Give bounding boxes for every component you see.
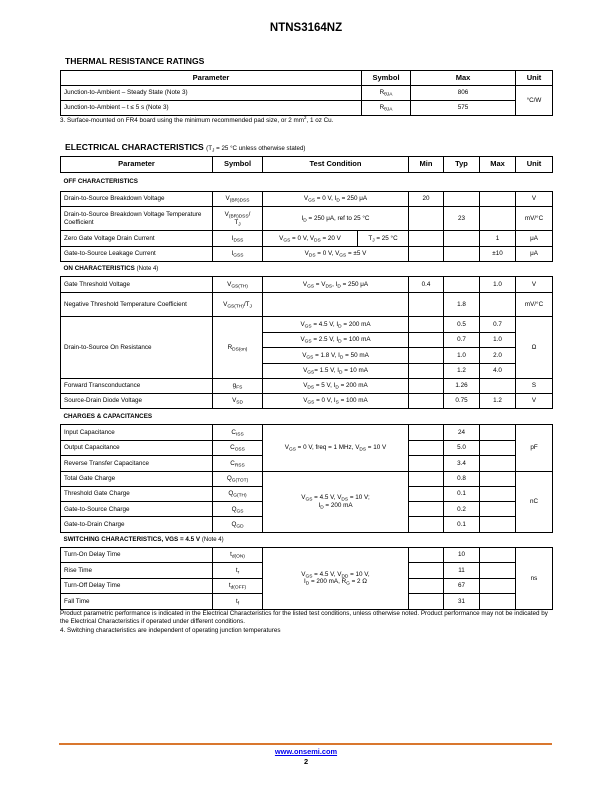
param-cell: Turn-On Delay Time (61, 547, 213, 563)
switching-characteristics-label: SWITCHING CHARACTERISTICS, VGS = 4.5 V (Note 4) (61, 532, 553, 547)
condition-cell (263, 293, 409, 317)
page-title: NTNS3164NZ (269, 22, 343, 34)
param-cell: Turn-Off Delay Time (61, 578, 213, 594)
condition-cell: $V_{GS} = 0$ V, $V_{DS} = 20$ V (263, 231, 358, 247)
param-cell: Gate Threshold Voltage (61, 277, 213, 293)
symbol-cell: $C_{ISS}$ (213, 425, 263, 441)
symbol-cell: $R_{\theta JA}$ (362, 101, 411, 116)
max-cell: 0.7 (480, 317, 516, 333)
min-cell (409, 594, 444, 610)
symbol-cell: $V_{(BR)DSS}/$ $T_J$ (213, 207, 263, 231)
table-row (61, 101, 553, 116)
symbol-cell: $I_{DSS}$ (213, 231, 263, 247)
min-cell (409, 502, 444, 517)
min-cell (409, 332, 444, 348)
condition-cell: $V_{GS} = 4.5$ V, $V_{DS} = 10$ V; $I_D = 200$ mA (263, 471, 409, 532)
param-cell: Drain-to-Source On Resistance (61, 317, 213, 379)
condition-cell: $V_{DS} = 0$ V, $V_{GS} = \pm 5$ V (263, 247, 409, 262)
symbol-cell: $Q_{G(TOT)}$ (213, 471, 263, 486)
col-test-condition: Test Condition (263, 157, 409, 173)
min-cell (409, 379, 444, 394)
col-unit: Unit (516, 157, 553, 173)
min-cell (409, 440, 444, 456)
typ-cell: 0.7 (444, 332, 480, 348)
max-cell: 1 (480, 231, 516, 247)
symbol-cell: $V_{SD}$ (213, 394, 263, 409)
condition-cell: $V_{GS} = 1.8$ V, $I_D = 50$ mA (263, 348, 409, 364)
disclaimer-text: Product parametric performance is indicated in the Electrical Characteristics for the listed test conditions, unless otherwise noted. Product performance may not be indicated by the Electrical Characteristics if operated under different conditions. (60, 610, 548, 626)
max-cell (480, 563, 516, 579)
condition-cell: $V_{GS} = 0$ V, freq = 1 MHz, $V_{DS} = 10$ V (263, 425, 409, 472)
max-cell (480, 547, 516, 563)
unit-cell: ns (516, 547, 553, 609)
typ-cell: 1.26 (444, 379, 480, 394)
min-cell: 20 (409, 192, 444, 207)
min-cell (409, 207, 444, 231)
table-row (61, 231, 553, 247)
typ-cell: 0.2 (444, 502, 480, 517)
symbol-cell: $Q_{GS}$ (213, 502, 263, 517)
min-cell (409, 563, 444, 579)
condition-cell: $V_{GS} = 0$ V, $I_D = 250$ μA (263, 192, 409, 207)
param-cell: Output Capacitance (61, 440, 213, 456)
charges-capacitances-label: CHARGES & CAPACITANCES (61, 409, 553, 425)
table-row (61, 379, 553, 394)
min-cell (409, 293, 444, 317)
typ-cell: 67 (444, 578, 480, 594)
max-cell (480, 517, 516, 532)
min-cell (409, 578, 444, 594)
symbol-cell: $V_{GS(TH)}/T_J$ (213, 293, 263, 317)
max-cell: 575 (411, 101, 516, 116)
condition-cell: $V_{GS} = 4.5$ V, $V_{DD} = 10$ V, $I_D = 200$ mA, $R_G = 2$ Ω (263, 547, 409, 609)
param-cell: Gate-to-Source Leakage Current (61, 247, 213, 262)
unit-cell: V (516, 277, 553, 293)
typ-cell: 0.8 (444, 471, 480, 486)
note-4: 4. Switching characteristics are independent of operating junction temperatures (60, 627, 281, 634)
typ-cell: 0.1 (444, 517, 480, 532)
param-cell: Rise Time (61, 563, 213, 579)
unit-cell: V (516, 394, 553, 409)
condition-cell: $V_{GS} = V_{DS}$, $I_D = 250$ μA (263, 277, 409, 293)
min-cell (409, 363, 444, 379)
col-unit: Unit (516, 71, 553, 86)
max-cell: 806 (411, 86, 516, 101)
condition-cell: $V_{GS}= 1.5$ V, $I_D = 10$ mA (263, 363, 409, 379)
max-cell: 1.0 (480, 277, 516, 293)
min-cell (409, 547, 444, 563)
max-cell: 1.2 (480, 394, 516, 409)
max-cell (480, 594, 516, 610)
symbol-cell: $C_{OSS}$ (213, 440, 263, 456)
param-cell: Forward Transconductance (61, 379, 213, 394)
page-number: 2 (303, 757, 309, 766)
condition-cell: $V_{GS} = 0$ V, $I_S = 100$ mA (263, 394, 409, 409)
symbol-cell: $t_{d(ON)}$ (213, 547, 263, 563)
param-cell: Drain-to-Source Breakdown Voltage (61, 192, 213, 207)
symbol-cell: $V_{GS(TH)}$ (213, 277, 263, 293)
unit-cell: pF (516, 425, 553, 472)
unit-cell: mV/°C (516, 207, 553, 231)
max-cell: 4.0 (480, 363, 516, 379)
unit-cell: °C/W (516, 86, 553, 116)
max-cell (480, 502, 516, 517)
max-cell (480, 440, 516, 456)
electrical-table (60, 156, 553, 610)
min-cell (409, 517, 444, 532)
table-row (61, 293, 553, 317)
table-row (61, 192, 553, 207)
symbol-cell: $g_{FS}$ (213, 379, 263, 394)
table-row (61, 207, 553, 231)
max-cell (480, 379, 516, 394)
condition-cell: $V_{DS} = 5$ V, $I_D = 200$ mA (263, 379, 409, 394)
max-cell: ±10 (480, 247, 516, 262)
param-cell: Zero Gate Voltage Drain Current (61, 231, 213, 247)
typ-cell: 0.1 (444, 486, 480, 501)
col-max: Max (411, 71, 516, 86)
param-cell: Negative Threshold Temperature Coefficient (61, 293, 213, 317)
symbol-cell: $R_{DS(on)}$ (213, 317, 263, 379)
max-cell (480, 425, 516, 441)
max-cell (480, 471, 516, 486)
param-cell: Gate-to-Source Charge (61, 502, 213, 517)
unit-cell: μA (516, 247, 553, 262)
param-cell: Input Capacitance (61, 425, 213, 441)
max-cell: 1.0 (480, 332, 516, 348)
symbol-cell: $t_f$ (213, 594, 263, 610)
electrical-section-title: ELECTRICAL CHARACTERISTICS ($T_J = 25$ °C unless otherwise stated) (65, 142, 306, 154)
symbol-cell: $t_{d(OFF)}$ (213, 578, 263, 594)
min-cell (409, 247, 444, 262)
max-cell: 2.0 (480, 348, 516, 364)
typ-cell: 10 (444, 547, 480, 563)
min-cell: 0.4 (409, 277, 444, 293)
param-cell: Junction-to-Ambient – Steady State (Note 3) (61, 86, 362, 101)
thermal-section-title: THERMAL RESISTANCE RATINGS (65, 56, 205, 66)
typ-cell: 3.4 (444, 456, 480, 472)
typ-cell (444, 192, 480, 207)
typ-cell: 1.0 (444, 348, 480, 364)
table-row (61, 425, 553, 441)
website-link[interactable]: www.onsemi.com (274, 747, 338, 756)
min-cell (409, 425, 444, 441)
param-cell: Fall Time (61, 594, 213, 610)
col-typ: Typ (444, 157, 480, 173)
param-cell: Drain-to-Source Breakdown Voltage Temperature Coefficient (61, 207, 213, 231)
table-row (61, 317, 553, 333)
typ-cell: 1.8 (444, 293, 480, 317)
symbol-cell: $C_{RSS}$ (213, 456, 263, 472)
thermal-table (60, 70, 553, 116)
table-row (61, 394, 553, 409)
table-row (61, 247, 553, 262)
symbol-cell: $V_{(BR)DSS}$ (213, 192, 263, 207)
min-cell (409, 348, 444, 364)
note-3: 3. Surface-mounted on FR4 board using the minimum recommended pad size, or 2 $mm^2$, 1 oz Cu. (60, 115, 334, 124)
min-cell (409, 486, 444, 501)
unit-cell: μA (516, 231, 553, 247)
typ-cell: 31 (444, 594, 480, 610)
param-cell: Gate-to-Drain Charge (61, 517, 213, 532)
unit-cell: nC (516, 471, 553, 532)
typ-cell: 5.0 (444, 440, 480, 456)
max-cell (480, 293, 516, 317)
max-cell (480, 192, 516, 207)
typ-cell: 23 (444, 207, 480, 231)
condition-cell: $V_{GS} = 4.5$ V, $I_D = 200$ mA (263, 317, 409, 333)
col-parameter: Parameter (61, 157, 213, 173)
table-row (61, 86, 553, 101)
param-cell: Junction-to-Ambient – t ≤ 5 s (Note 3) (61, 101, 362, 116)
footer-rule (59, 743, 552, 745)
symbol-cell: $Q_{G(TH)}$ (213, 486, 263, 501)
condition-cell: $V_{GS} = 2.5$ V, $I_D = 100$ mA (263, 332, 409, 348)
min-cell (409, 456, 444, 472)
off-characteristics-label: OFF CHARACTERISTICS (61, 173, 553, 192)
max-cell (480, 207, 516, 231)
col-min: Min (409, 157, 444, 173)
typ-cell: 0.75 (444, 394, 480, 409)
unit-cell: V (516, 192, 553, 207)
min-cell (409, 231, 444, 247)
unit-cell: Ω (516, 317, 553, 379)
symbol-cell: $R_{\theta JA}$ (362, 86, 411, 101)
table-row (61, 547, 553, 563)
col-max: Max (480, 157, 516, 173)
unit-cell: mV/°C (516, 293, 553, 317)
typ-cell: 11 (444, 563, 480, 579)
param-cell: Source-Drain Diode Voltage (61, 394, 213, 409)
min-cell (409, 317, 444, 333)
typ-cell: 1.2 (444, 363, 480, 379)
col-symbol: Symbol (213, 157, 263, 173)
table-row (61, 277, 553, 293)
symbol-cell: $t_r$ (213, 563, 263, 579)
max-cell (480, 486, 516, 501)
typ-cell: 0.5 (444, 317, 480, 333)
condition-cell: $T_J = 25$ °C (358, 231, 409, 247)
max-cell (480, 456, 516, 472)
typ-cell (444, 277, 480, 293)
param-cell: Total Gate Charge (61, 471, 213, 486)
symbol-cell: $Q_{GD}$ (213, 517, 263, 532)
typ-cell (444, 247, 480, 262)
param-cell: Reverse Transfer Capacitance (61, 456, 213, 472)
unit-cell: S (516, 379, 553, 394)
max-cell (480, 578, 516, 594)
col-parameter: Parameter (61, 71, 362, 86)
min-cell (409, 394, 444, 409)
on-characteristics-label: ON CHARACTERISTICS (Note 4) (61, 262, 553, 277)
param-cell: Threshold Gate Charge (61, 486, 213, 501)
col-symbol: Symbol (362, 71, 411, 86)
typ-cell (444, 231, 480, 247)
condition-cell: $I_D = 250$ μA, ref to 25 °C (263, 207, 409, 231)
min-cell (409, 471, 444, 486)
table-row (61, 471, 553, 486)
typ-cell: 24 (444, 425, 480, 441)
symbol-cell: $I_{GSS}$ (213, 247, 263, 262)
